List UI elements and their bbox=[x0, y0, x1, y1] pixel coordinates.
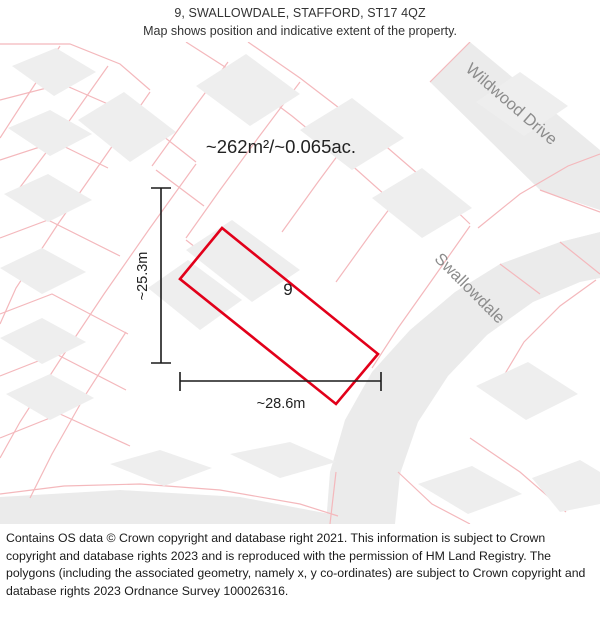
building bbox=[0, 318, 86, 364]
plot-number-label: 9 bbox=[283, 280, 293, 299]
building bbox=[12, 48, 96, 96]
building bbox=[372, 168, 472, 238]
building bbox=[418, 466, 522, 514]
road-lower bbox=[0, 490, 330, 524]
copyright-footer bbox=[0, 530, 600, 600]
copyright-text: Contains OS data © Crown copyright and database right 2021. This information is subject to Crown copyright and database rights 2023 and is reproduced with the permission of HM Land Registry. The polygons (including the associated geometry, namely x, y co-ordinates) are subject to Crown copyright and database rights 2023 Ordnance Survey 100026316. bbox=[6, 531, 586, 598]
street-label-wildwood-drive: Wildwood Drive bbox=[462, 59, 561, 149]
building bbox=[4, 174, 92, 222]
building bbox=[230, 442, 336, 478]
building bbox=[300, 98, 404, 170]
building bbox=[0, 248, 86, 294]
building bbox=[532, 460, 600, 512]
page-title: 9, SWALLOWDALE, STAFFORD, ST17 4QZ bbox=[174, 6, 426, 20]
page-subtitle: Map shows position and indicative extent of the property. bbox=[143, 24, 457, 38]
map-canvas[interactable] bbox=[0, 42, 600, 524]
width-label: ~28.6m bbox=[256, 396, 306, 412]
building bbox=[78, 92, 176, 162]
building bbox=[476, 362, 578, 420]
building bbox=[196, 54, 300, 126]
area-label: ~262m²/~0.065ac. bbox=[205, 136, 357, 157]
building bbox=[6, 374, 94, 420]
building bbox=[8, 110, 92, 156]
height-label: ~25.3m bbox=[135, 251, 151, 301]
street-label-swallowdale: Swallowdale bbox=[430, 249, 509, 328]
map-header bbox=[0, 0, 600, 42]
building bbox=[110, 450, 212, 486]
